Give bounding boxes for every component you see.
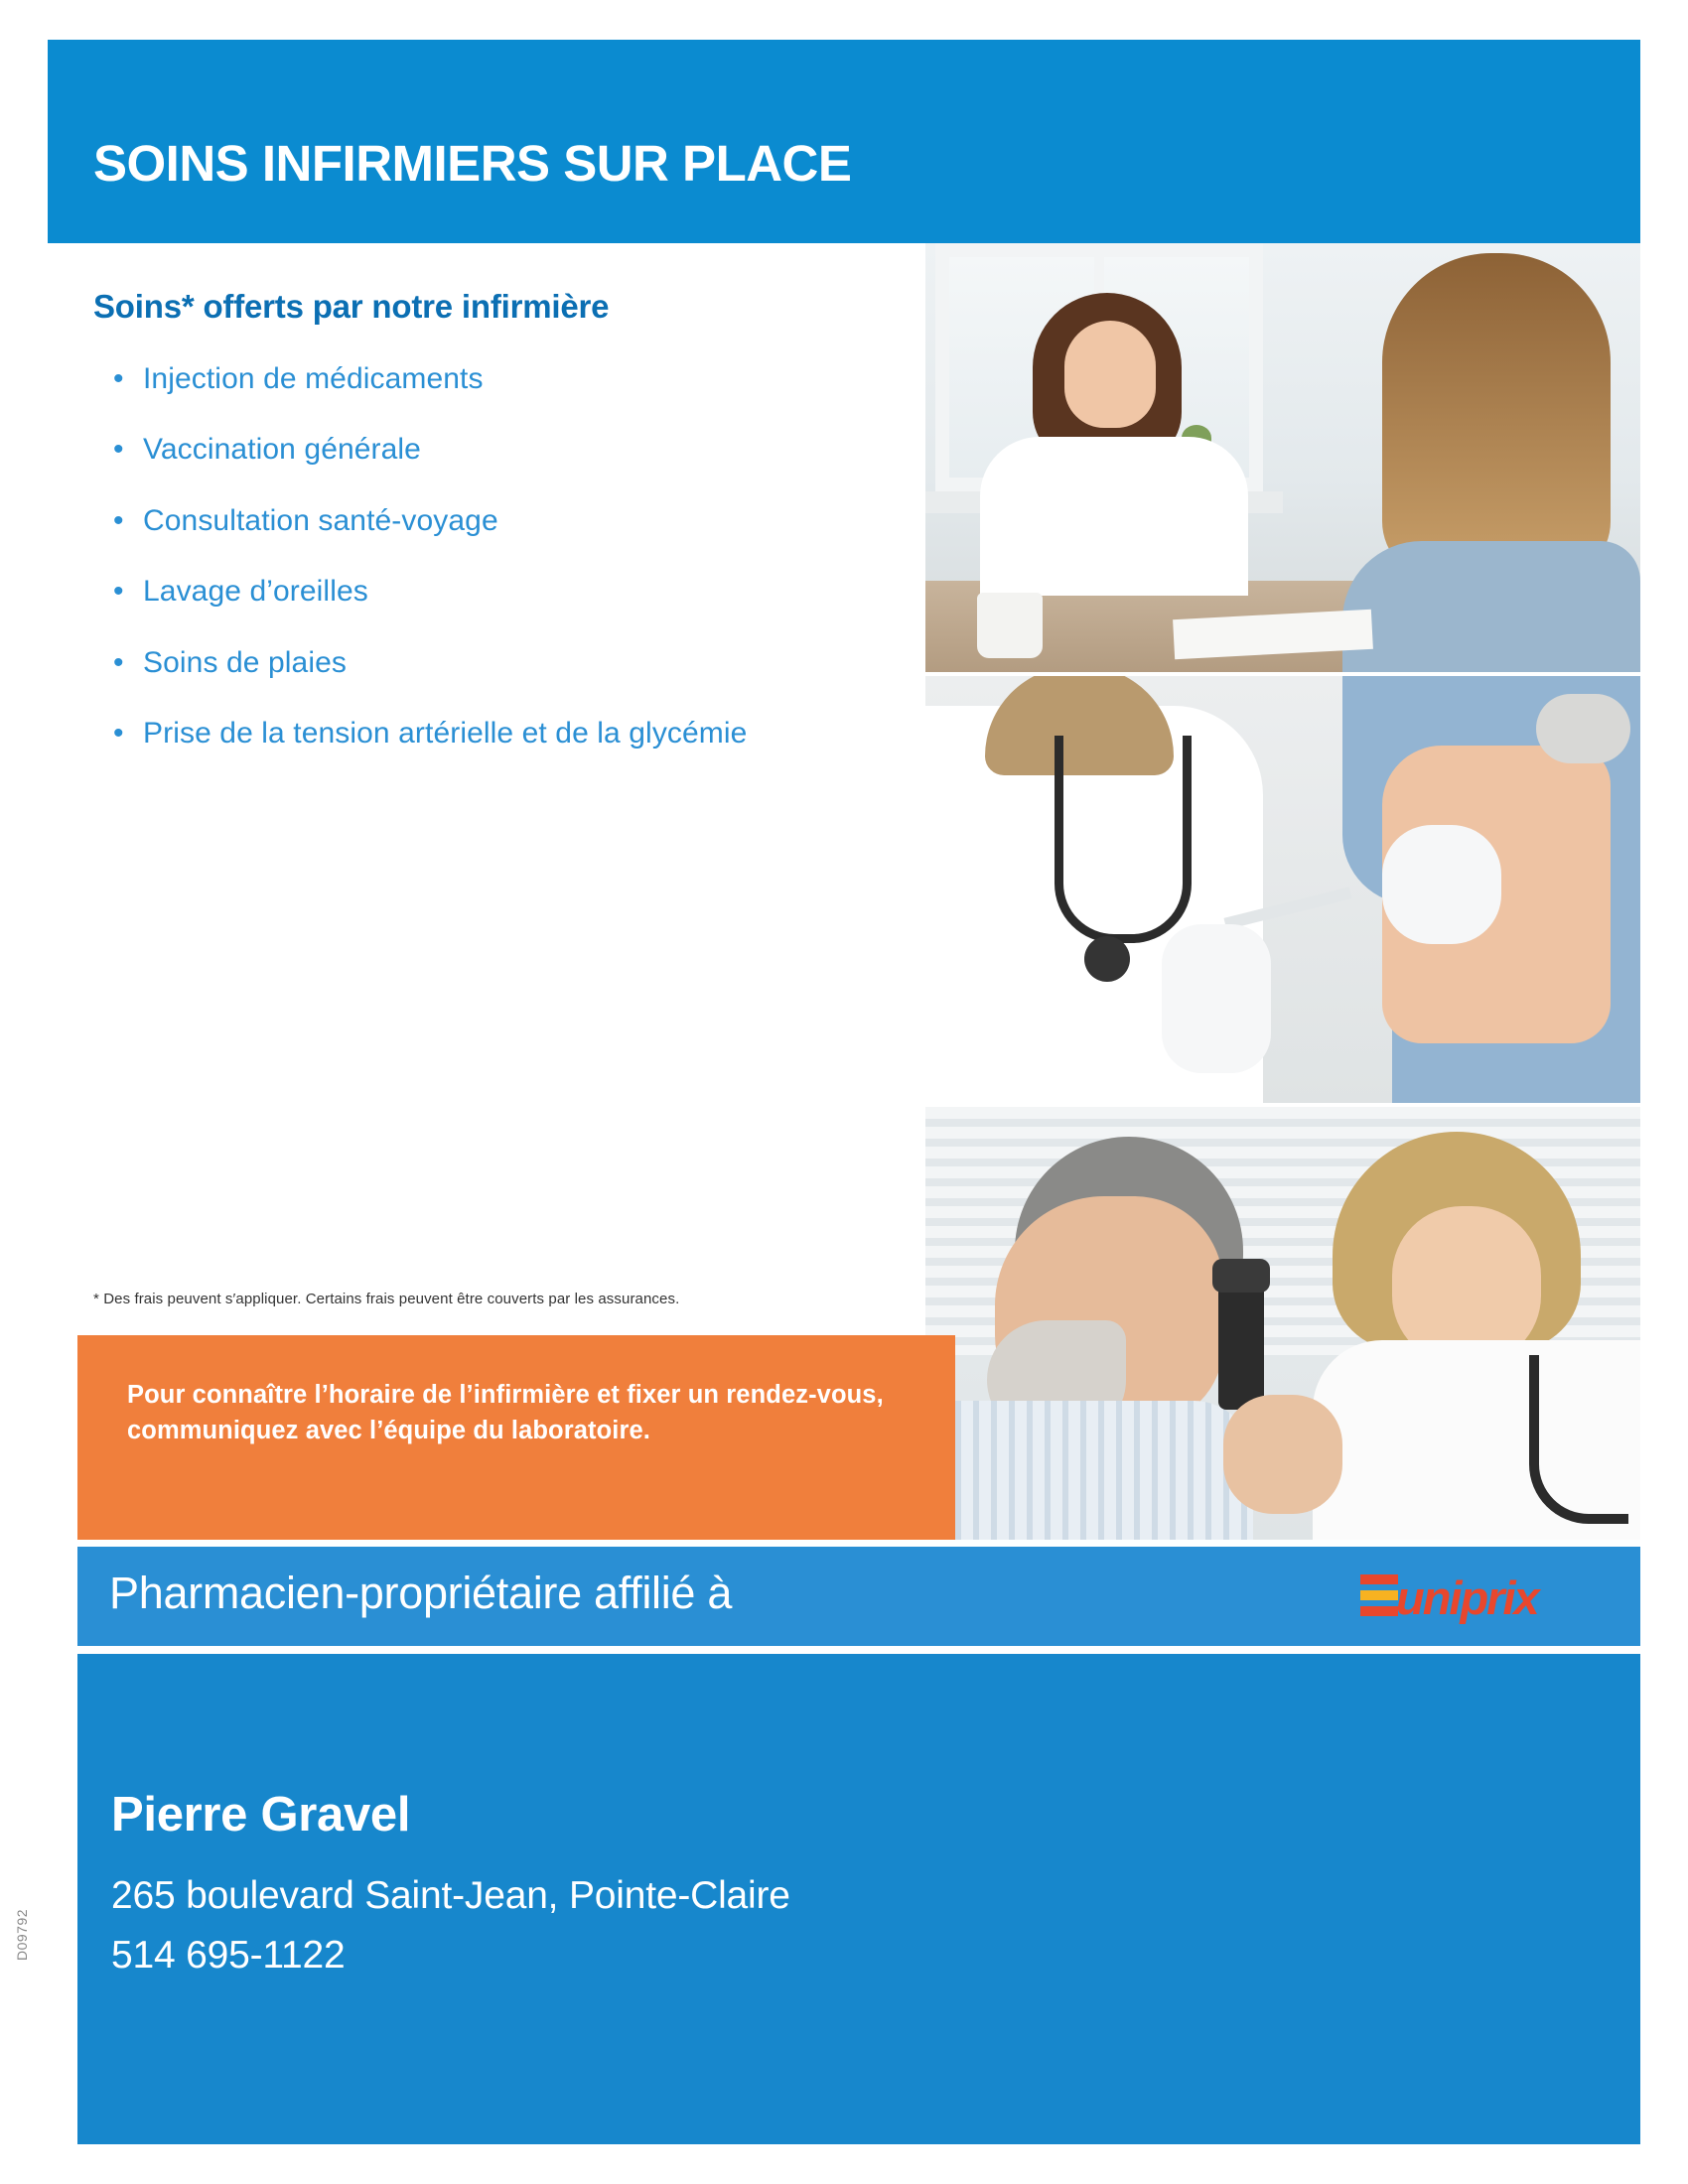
- pharmacy-phone: 514 695-1122: [111, 1934, 346, 1977]
- list-item-label: Soins de plaies: [143, 645, 347, 679]
- pharmacist-name: Pierre Gravel: [111, 1788, 411, 1842]
- list-item-label: Consultation santé-voyage: [143, 503, 498, 537]
- services-subheading: Soins* offerts par notre infirmière: [93, 288, 610, 325]
- ear-examination-photo: [925, 1107, 1640, 1540]
- appointment-callout-text: Pour connaître l’horaire de l’infirmière et fixer un rendez-vous, communiquez avec l’équipe du laboratoire.: [127, 1381, 884, 1445]
- bullet-icon: •: [113, 575, 124, 609]
- bullet-icon: •: [113, 503, 124, 537]
- list-item: [93, 573, 828, 611]
- appointment-callout: [77, 1335, 955, 1540]
- services-footnote: * Des frais peuvent s′appliquer. Certains frais peuvent être couverts par les assurances.: [93, 1291, 680, 1307]
- vaccination-injection-photo: [925, 676, 1640, 1103]
- uniprix-logo: [1360, 1569, 1609, 1623]
- bullet-icon: •: [113, 645, 124, 679]
- pharmacy-address: 265 boulevard Saint-Jean, Pointe-Claire: [111, 1874, 790, 1917]
- flyer-poster: [48, 40, 1640, 2144]
- photo-stack: [925, 243, 1640, 1540]
- list-item: [93, 644, 828, 682]
- list-item-label: Prise de la tension artérielle et de la glycémie: [143, 716, 748, 750]
- header-banner: [48, 40, 1640, 243]
- list-item-label: Vaccination générale: [143, 433, 421, 467]
- uniprix-wordmark: uniprix: [1396, 1571, 1538, 1624]
- pharmacy-info-band: [77, 1654, 1640, 2144]
- uniprix-bars-icon: [1360, 1574, 1398, 1616]
- bullet-icon: •: [113, 716, 124, 750]
- list-item: [93, 360, 828, 398]
- bullet-icon: •: [113, 433, 124, 467]
- list-item: [93, 502, 828, 540]
- list-item-label: Lavage d’oreilles: [143, 575, 368, 609]
- list-item: [93, 715, 828, 752]
- bullet-icon: •: [113, 362, 124, 395]
- document-code: D09792: [14, 1908, 30, 1961]
- list-item: [93, 431, 828, 469]
- nurse-consultation-photo: [925, 243, 1640, 672]
- page-title: SOINS INFIRMIERS SUR PLACE: [93, 135, 852, 192]
- services-list: [93, 360, 828, 785]
- affiliation-band: [77, 1547, 1640, 1646]
- affiliation-text: Pharmacien-propriétaire affilié à: [109, 1568, 733, 1618]
- list-item-label: Injection de médicaments: [143, 362, 484, 395]
